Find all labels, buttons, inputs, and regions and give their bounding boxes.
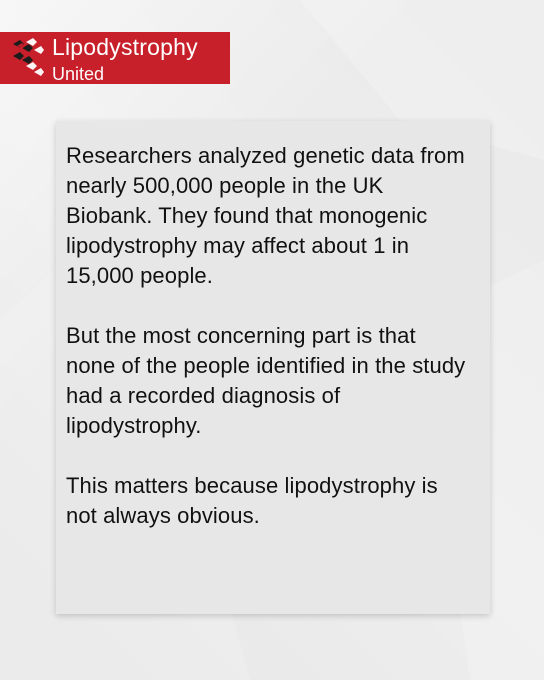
- brand-banner: [0, 32, 230, 84]
- brand-text: [52, 34, 198, 83]
- card-paragraph-1: Researchers analyzed genetic data from nearly 500,000 people in the UK Biobank. They found that monogenic lipodystrophy may affect about 1 in 15,000 people.: [66, 143, 465, 288]
- card-paragraph-3: This matters because lipodystrophy is not always obvious.: [66, 473, 438, 528]
- card-paragraph-2: But the most concerning part is that none of the people identified in the study had a recorded diagnosis of lipodystrophy.: [66, 323, 466, 438]
- brand-name: Lipodystrophy: [52, 33, 198, 60]
- brand-logo-icon: [10, 38, 44, 78]
- content-card: [56, 121, 490, 614]
- brand-subtitle: United: [52, 63, 105, 84]
